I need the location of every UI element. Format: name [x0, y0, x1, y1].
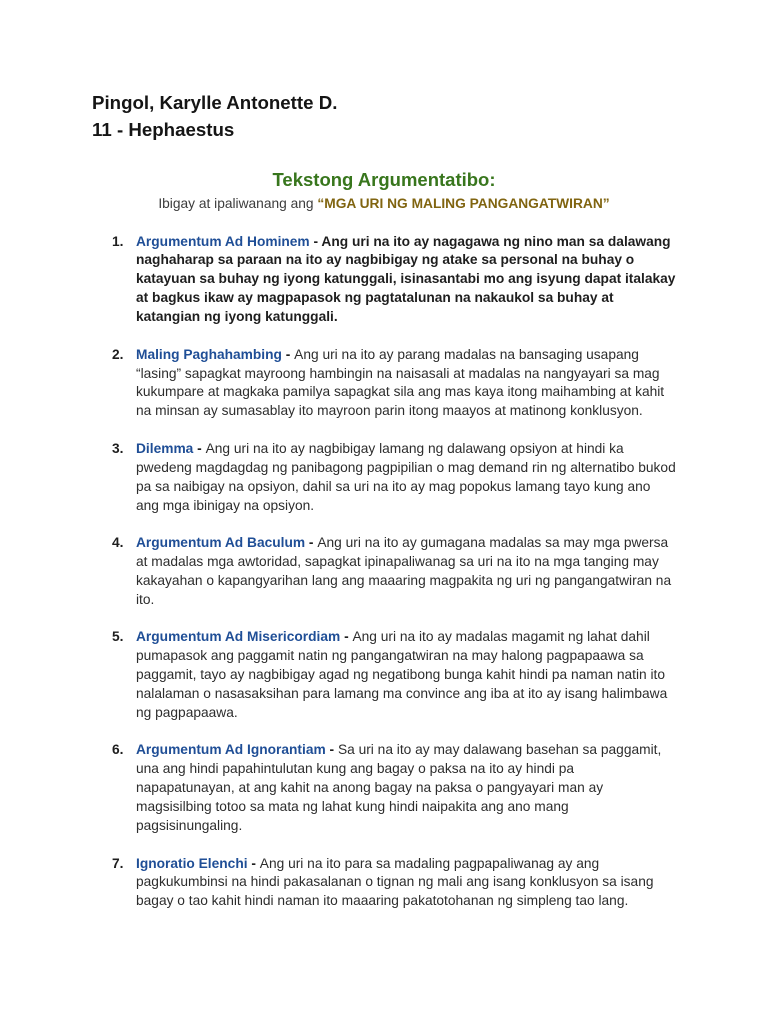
- item-body: [136, 440, 768, 516]
- item-term: Maling Paghahambing: [136, 346, 282, 362]
- item-separator: -: [340, 629, 353, 645]
- item-number: 7.: [112, 855, 124, 871]
- item-line: “lasing” sapagkat mayroong hambingin na naisasali at madalas na nangyayari sa mag: [136, 365, 660, 381]
- item-line: [136, 233, 768, 252]
- item-term: Argumentum Ad Ignorantiam: [136, 742, 326, 758]
- item-number: 6.: [112, 742, 124, 758]
- item-separator: -: [325, 742, 338, 758]
- author-section: 11 - Hephaestus: [92, 119, 235, 140]
- item-text: Ang uri na ito ay gumagana madalas sa may mga pwersa: [317, 535, 669, 551]
- item-line: pagkukumbinsi na hindi pakasalanan o tignan ng mali ang isang konklusyon sa isang: [136, 874, 654, 890]
- item-separator: -: [309, 233, 322, 249]
- item-line: at madalas mga awtoridad, sapagkat ipinapaliwanag sa uri na ito na mga tanging may: [136, 553, 659, 569]
- item-line: katangian ng iyong katunggali.: [136, 309, 338, 325]
- list-item-3: [0, 440, 768, 516]
- item-body: [136, 346, 768, 422]
- fallacy-list: [0, 233, 768, 930]
- item-line: paggamit, tayo ay nagbibigay agad ng negatibong bunga kahit hindi pa naman natin ito: [136, 667, 666, 683]
- item-line: pumapasok ang paggamit natin ng pangangatwiran na may halong pagpapaawa sa: [136, 648, 644, 664]
- item-line: kakayahan o kapangyarihan lang ang maaaring magpakita ng uri ng pangangatwiran na: [136, 572, 672, 588]
- item-line: ng pagpapaawa.: [136, 704, 238, 720]
- item-term: Argumentum Ad Baculum: [136, 535, 306, 551]
- item-line: ito.: [136, 591, 155, 607]
- item-text: Ang uri na ito ay parang madalas na bansaging usapang: [294, 346, 639, 362]
- item-line: pagsisinungaling.: [136, 818, 243, 834]
- item-separator: -: [193, 440, 206, 456]
- item-line: [136, 440, 768, 459]
- list-item-6: [0, 741, 768, 836]
- item-text: Ang uri na ito ay nagbibigay lamang ng dalawang opsiyon at hindi ka: [205, 440, 624, 456]
- item-line: napapatunayan, at ang kahit na anong bagay na paksa o pangyayari man ay: [136, 780, 604, 796]
- item-separator: -: [305, 535, 318, 551]
- item-line: kukumpare at magkaka pamilya sapagkat sila ang mas kaya itong maihambing at kahit: [136, 384, 665, 400]
- document-title: Tekstong Argumentatibo:: [272, 169, 496, 190]
- item-line: nalalaman o nasasaksihan para lamang ma convince ang iba at ito ay isang halimbawa: [136, 686, 668, 701]
- item-line: katayuan sa buhay ng iyong katunggali, isinasantabi mo ang isyung dapat italakay: [136, 271, 676, 287]
- item-separator: -: [247, 855, 260, 871]
- item-term: Argumentum Ad Misericordiam: [136, 629, 341, 645]
- item-line: ang mga ibinigay na opsiyon.: [136, 497, 315, 513]
- item-body: [136, 628, 768, 723]
- item-line: pwedeng magdagdag ng panibagong pagpipilian o mag demand rin ng alternatibo bukod: [136, 459, 676, 475]
- item-line: [136, 628, 768, 647]
- item-body: [136, 855, 768, 912]
- item-text: Ang uri na ito ay nagagawa ng nino man sa dalawang: [321, 233, 671, 249]
- item-number: 5.: [112, 629, 124, 645]
- list-item-1: [0, 233, 768, 328]
- list-item-2: [0, 346, 768, 422]
- subtitle-emphasis: “MGA URI NG MALING PANGANGATWIRAN”: [317, 195, 610, 211]
- item-line: [136, 346, 768, 365]
- item-line: [136, 741, 768, 760]
- item-body: [136, 741, 768, 836]
- item-line: una ang hindi papahintulutan kung ang bagay o paksa na ito ay hindi pa: [136, 761, 575, 777]
- item-separator: -: [281, 346, 295, 362]
- list-item-5: [0, 628, 768, 723]
- item-line: pa sa naibigay na opsiyon, dahil sa uri na ito ay mag popokus lamang tayo kung ano: [136, 478, 651, 494]
- item-number: 3.: [112, 440, 124, 456]
- list-item-4: [0, 534, 768, 610]
- item-text: Sa uri na ito ay may dalawang basehan sa paggamit,: [337, 742, 662, 758]
- item-body: [136, 233, 768, 328]
- author-name: Pingol, Karylle Antonette D.: [92, 92, 338, 113]
- item-term: Argumentum Ad Hominem: [136, 233, 310, 249]
- author-header: [92, 89, 337, 143]
- item-line: at bagkus ikaw ay magpapasok ng pagtatalunan na nakaukol sa buhay at: [136, 290, 614, 306]
- document-subtitle: [0, 194, 768, 213]
- item-line: magsisilbing totoo sa mata ng lahat kung hindi naipakita ang ano mang: [136, 799, 569, 815]
- item-line: [136, 534, 768, 553]
- subtitle-prefix: Ibigay at ipaliwanang ang: [158, 195, 314, 211]
- item-text: Ang uri na ito ay madalas magamit ng lahat dahil: [352, 629, 650, 645]
- item-number: 4.: [112, 535, 124, 551]
- item-line: naghaharap sa paraan na ito ay nagbibigay ng atake sa personal na buhay o: [136, 252, 635, 268]
- item-term: Ignoratio Elenchi: [136, 855, 248, 871]
- item-line: na minsan ay sumasablay ito mayroon parin itong maayos at matinong konklusyon.: [136, 403, 643, 419]
- item-term: Dilemma: [136, 440, 194, 456]
- item-line: [136, 855, 768, 874]
- item-text: Ang uri na ito para sa madaling pagpapaliwanag ay ang: [259, 855, 600, 871]
- item-number: 2.: [112, 346, 124, 362]
- item-body: [136, 534, 768, 610]
- item-line: bagay o tao kahit hindi naman ito maaaring pakatotohanan ng simpleng tao lang.: [136, 893, 629, 909]
- list-item-7: [0, 855, 768, 912]
- item-number: 1.: [112, 233, 124, 249]
